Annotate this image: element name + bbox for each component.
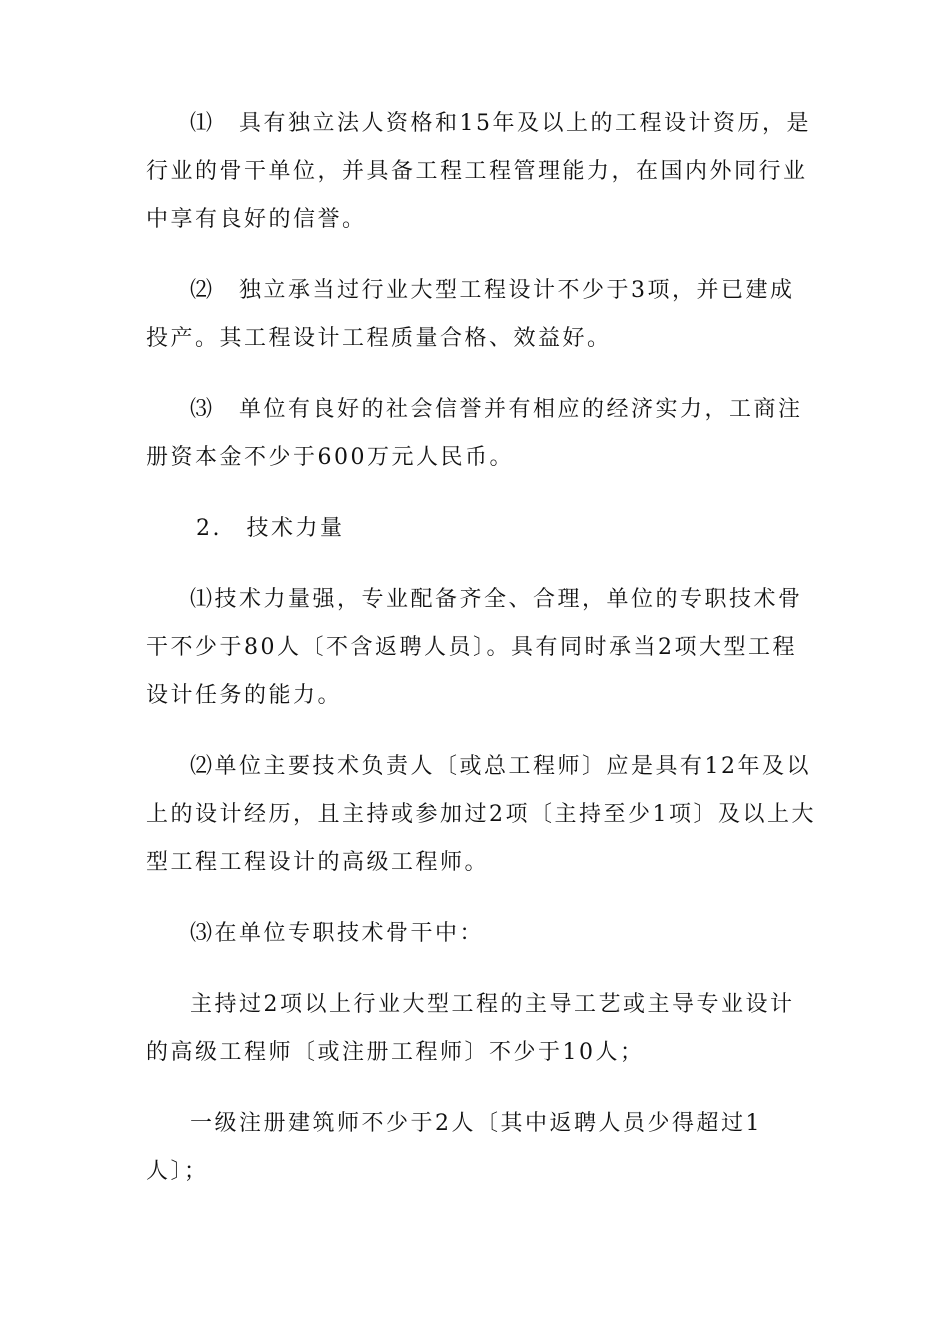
staff-requirement-architects: 一级注册建筑师不少于2人〔其中返聘人员少得超过1人〕； [146, 1111, 762, 1184]
technical-paragraph-3: ⑶在单位专职技术骨干中： [190, 921, 485, 946]
staff-requirement-engineers: 主持过2项以上行业大型工程的主导工艺或主导专业设计的高级工程师〔或注册工程师〕不少于10人； [146, 992, 795, 1065]
technical-paragraph-2: ⑵单位主要技术负责人〔或总工程师〕应是具有12年及以上的设计经历，且主持或参加过2项〔主持至少1项〕及以上大型工程工程设计的高级工程师。 [146, 754, 816, 875]
document-body [146, 100, 816, 1196]
section-heading-technical-strength: 2. 技术力量 [196, 516, 345, 541]
qualification-paragraph-1: ⑴ 具有独立法人资格和15年及以上的工程设计资历，是行业的骨干单位，并具备工程工程管理能力，在国内外同行业中享有良好的信誉。 [146, 111, 811, 232]
qualification-paragraph-3: ⑶ 单位有良好的社会信誉并有相应的经济实力，工商注册资本金不少于600万元人民币。 [146, 397, 803, 470]
qualification-paragraph-2: ⑵ 独立承当过行业大型工程设计不少于3项，并已建成投产。其工程设计工程质量合格、效益好。 [146, 278, 795, 351]
technical-paragraph-1: ⑴技术力量强，专业配备齐全、合理，单位的专职技术骨干不少于80人〔不含返聘人员〕。具有同时承当2项大型工程设计任务的能力。 [146, 587, 803, 708]
